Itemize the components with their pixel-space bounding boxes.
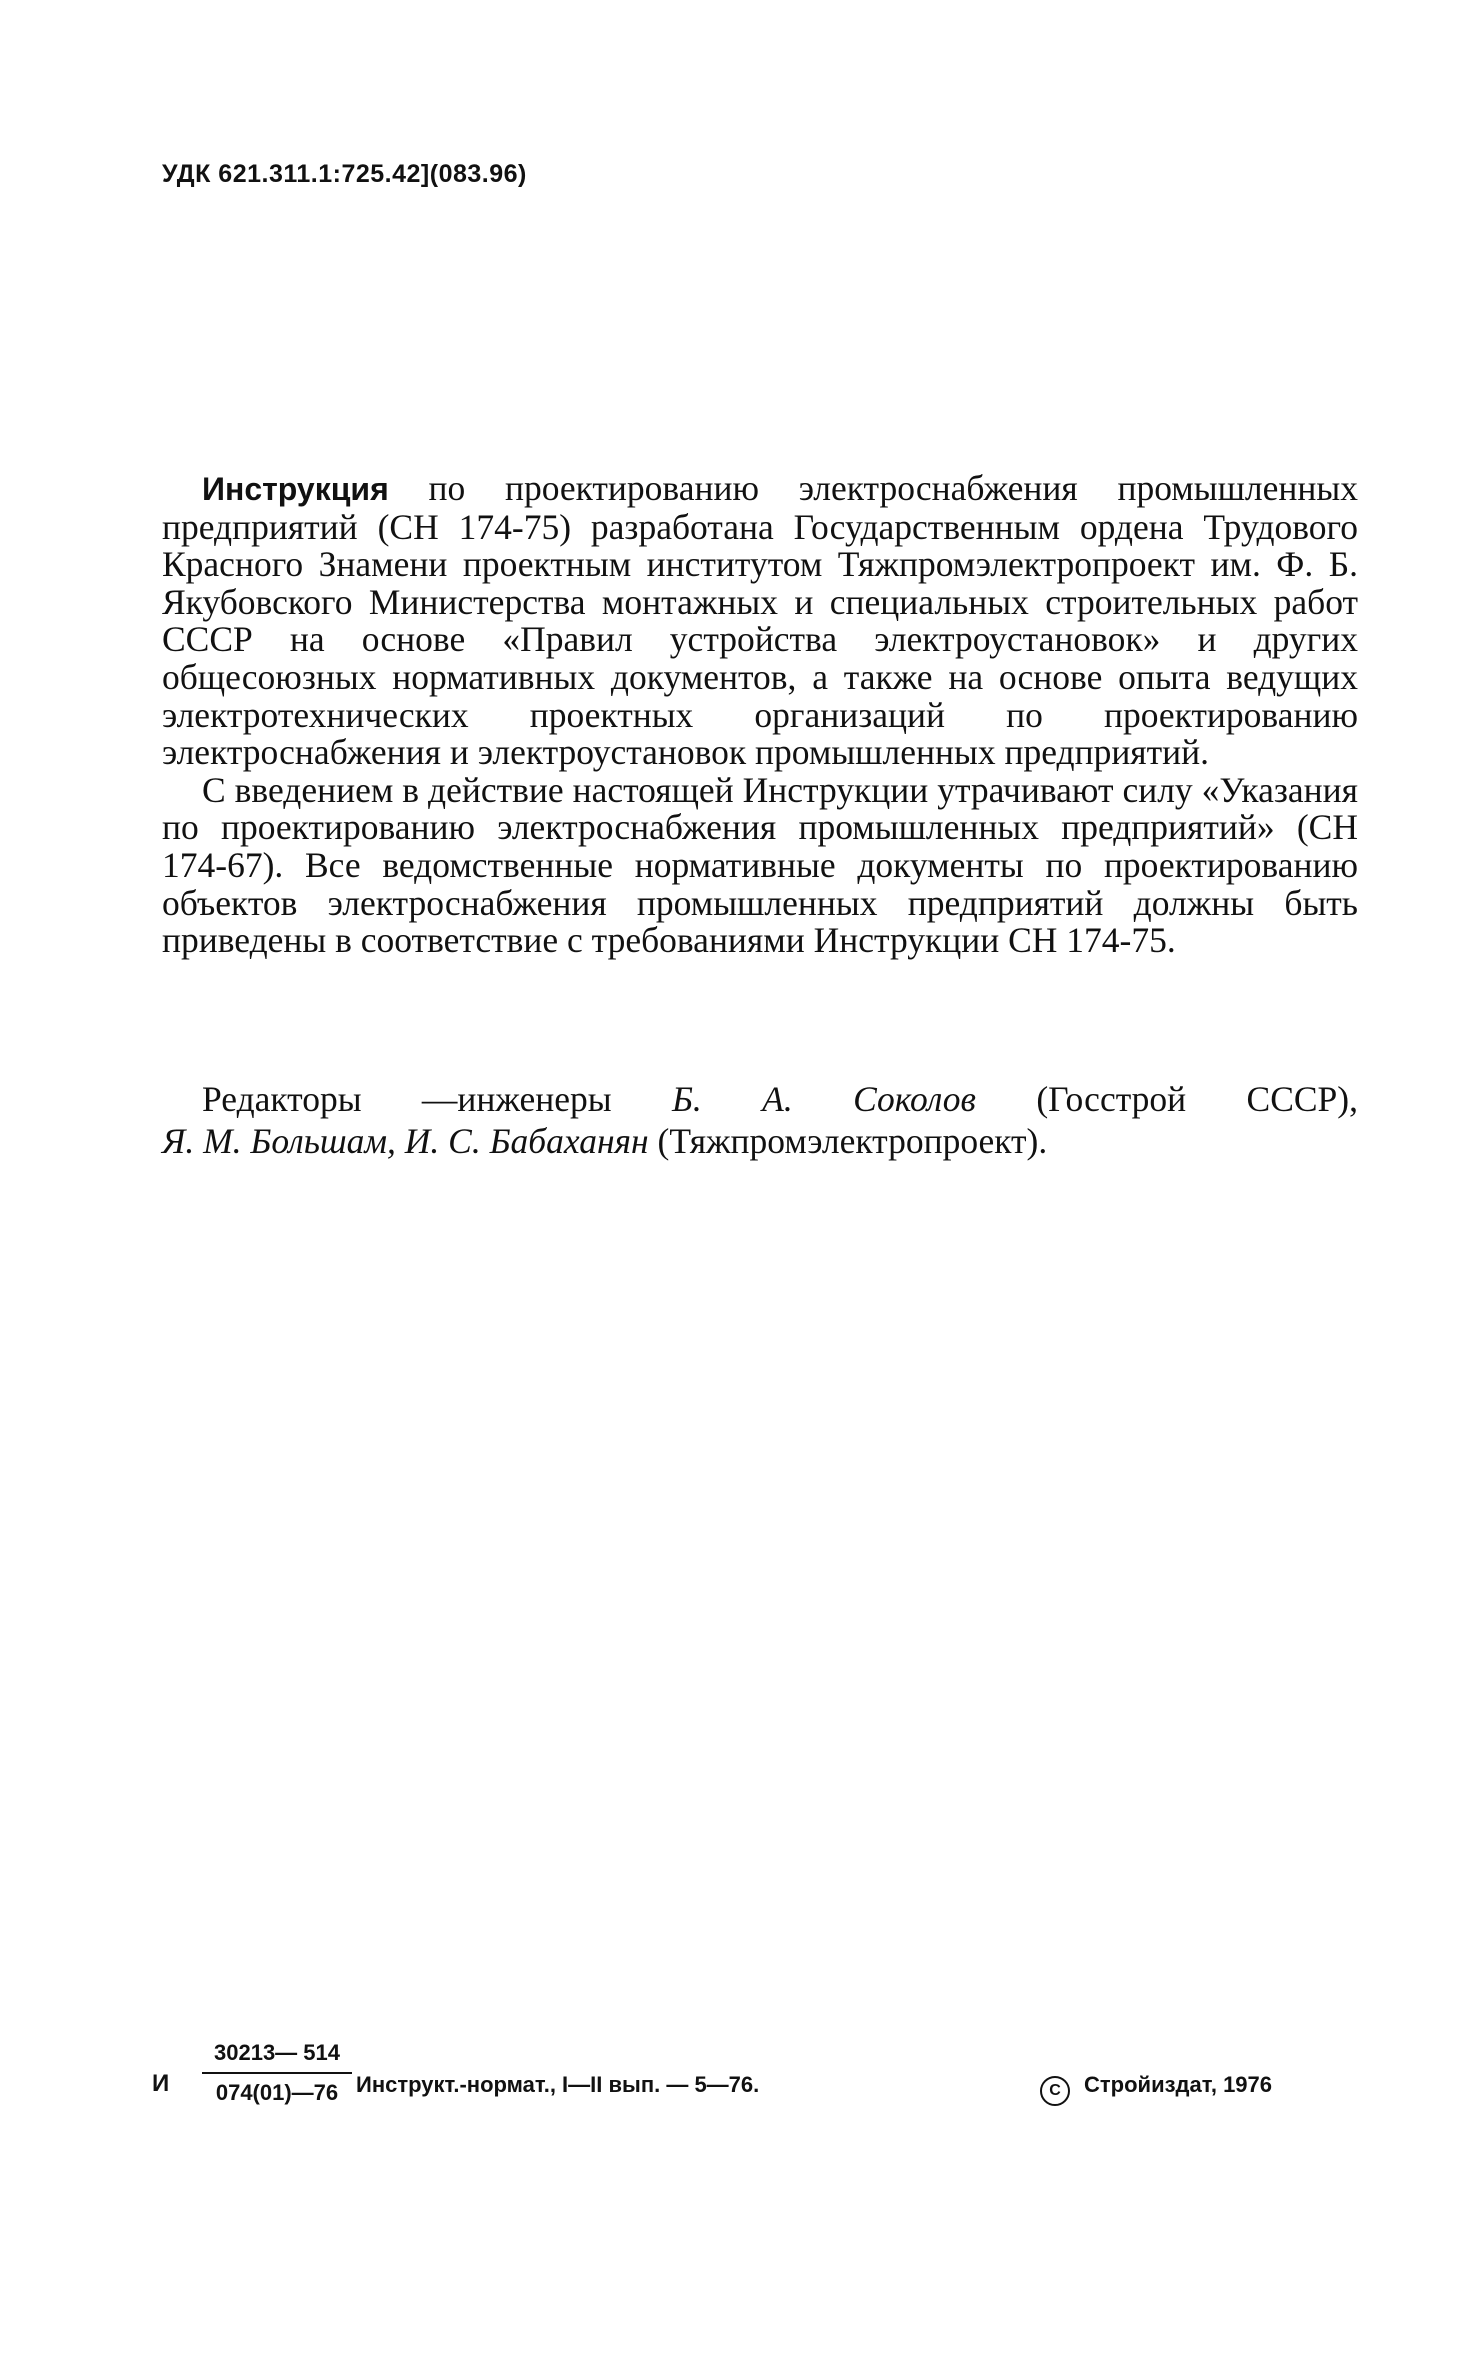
editor-org-2: (Тяжпромэлектропроект). (648, 1121, 1048, 1161)
imprint-fraction (202, 2040, 352, 2106)
paragraph-1 (162, 470, 1358, 772)
imprint-letter: И (152, 2070, 170, 2097)
copyright-text: Стройиздат, 1976 (1084, 2072, 1273, 2097)
udk-code: УДК 621.311.1:725.42](083.96) (162, 160, 527, 188)
imprint-series: Инструкт.-нормат., I—II вып. — 5—76. (356, 2072, 760, 2097)
editor-name-2: Я. М. Большам, И. С. Бабаханян (162, 1121, 649, 1161)
imprint-denominator: 074(01)—76 (215, 2080, 339, 2105)
imprint (152, 2040, 1352, 2130)
paragraph-1-text: по проектированию электроснабжения промышленных предприятий (СН 174-75) разработана Государственным ордена Трудового Красного Знамени проектным институтом Тяжпромэлектропроект им. Ф. Б. Якубовского Министерства монтажных и специальных строительных работ СССР на основе «Правил устройства электроустановок» и других общесоюзных нормативных документов, а также на основе опыта ведущих электротехнических проектных организаций по проектированию электроснабжения и электроустановок промышленных предприятий. (162, 468, 1358, 773)
editors-line-2 (162, 1121, 1047, 1161)
copyright (1040, 2072, 1272, 2106)
paragraph-1-lead: Инструкция (202, 471, 389, 507)
editors-line-1 (162, 1078, 1358, 1120)
editors-label: Редакторы —инженеры (202, 1079, 672, 1119)
editor-name-1: Б. А. Соколов (671, 1079, 976, 1119)
editor-org-1: (Госстрой СССР), (975, 1079, 1358, 1119)
imprint-numerator: 30213— 514 (202, 2040, 352, 2074)
copyright-icon: C (1040, 2076, 1070, 2106)
paragraph-2: С введением в действие настоящей Инструкции утрачивают силу «Указания по проектированию электроснабжения промышленных предприятий» (СН 174-67). Все ведомственные нормативные документы по проектированию объектов электроснабжения промышленных предприятий должны быть приведены в соответствие с требованиями Инструкции СН 174-75. (162, 769, 1358, 961)
annotation-text (162, 470, 1358, 960)
editors-block (162, 1078, 1358, 1162)
